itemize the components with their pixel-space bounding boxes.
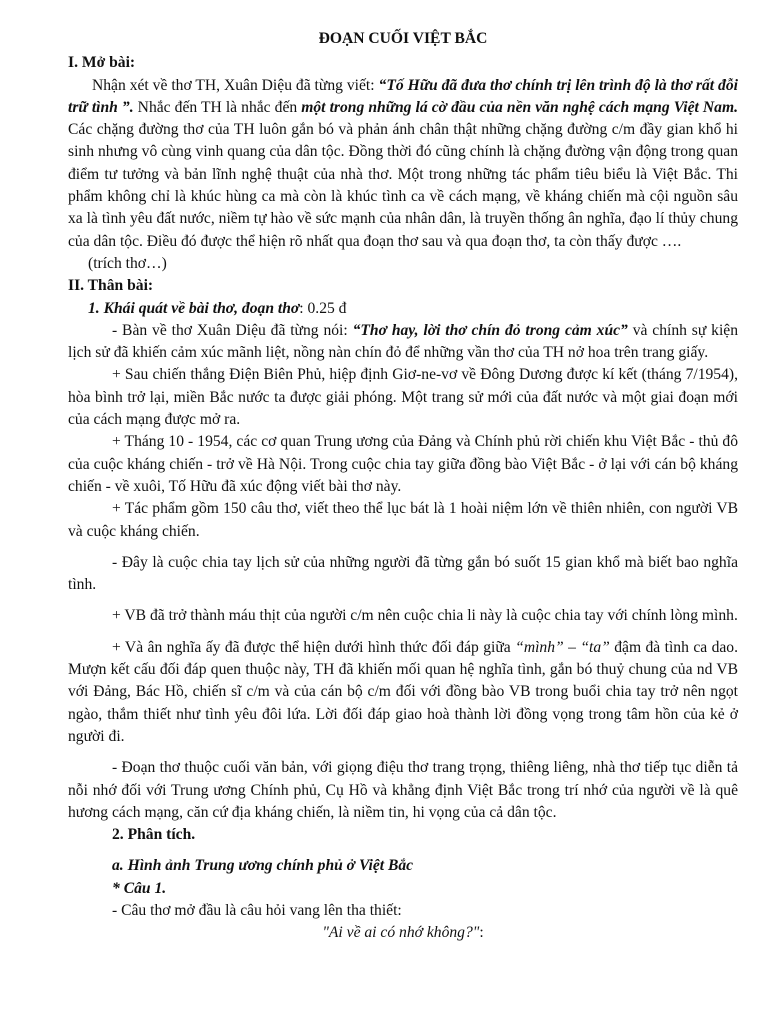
intro-text-b: Nhắc đến TH là nhắc đến	[133, 98, 302, 116]
section-1-heading	[68, 298, 738, 320]
paragraph-tac-pham: + Tác phẩm gồm 150 câu thơ, viết theo thể lục bát là 1 hoài niệm lớn về thiên nhiên, con người VB và cuộc kháng chiến.	[68, 500, 738, 540]
paragraph-an-nghia-b: đậm đà tình ca dao. Mượn kết cấu đối đáp quen thuộc này, TH đã khiến mối quan hệ nghĩa tình, gắn bó thuỷ chung của nd VB với Đảng, Bác Hồ, chiến sĩ c/m và của cán bộ c/m đối với đồng bào VB trong buổi chia tay trở nên ngọt ngào, thắm thiết như tình yêu đôi lứa. Lời đối đáp giao hoà thành lời đồng vọng trong tâm hồn của kẻ ở người đi.	[68, 638, 739, 745]
verse-colon: :	[479, 924, 484, 942]
intro-quote: “Tố Hữu đã đưa thơ chính trị lên trình độ là thơ rất đỗi trữ tình ”.	[68, 76, 738, 116]
section-2a-heading: a. Hình ảnh Trung ương chính phủ ở Việt Bắc	[112, 857, 414, 875]
intro-heading: I. Mở bài:	[68, 54, 136, 72]
body-heading: II. Thân bài:	[68, 277, 154, 295]
section-2-heading: 2. Phân tích.	[112, 826, 196, 844]
document-title: ĐOẠN CUỐI VIỆT BẮC	[318, 30, 488, 47]
paragraph-cau-hoi: - Câu thơ mở đầu là câu hỏi vang lên tha thiết:	[112, 901, 402, 919]
paragraph-doan-tho: - Đoạn thơ thuộc cuối văn bản, với giọng điệu thơ trang trọng, thiêng liêng, nhà thơ tiếp tục diễn tả nỗi nhớ đối với Trung ương Chính phủ, Cụ Hồ và khẳng định Việt Bắc trong trí nhớ của người về là quê hương cách mạng, căn cứ địa kháng chiến, là niềm tin, hi vọng của cả dân tộc.	[68, 759, 738, 821]
cau-1-heading: * Câu 1.	[112, 879, 167, 897]
paragraph-xuan-dieu	[68, 320, 738, 365]
trich-tho-note: (trích thơ…)	[88, 254, 167, 272]
paragraph-xuan-dieu-a: - Bàn về thơ Xuân Diệu đã từng nói:	[112, 321, 353, 339]
intro-text-a: Nhận xét về thơ TH, Xuân Diệu đã từng viết:	[92, 76, 379, 94]
paragraph-dien-bien-phu: + Sau chiến thắng Điện Biên Phủ, hiệp định Giơ-ne-vơ về Đông Dương được kí kết (tháng 7/1954), hòa bình trở lại, miền Bắc nước ta được giải phóng. Một trang sử mới của đất nước và một giai đoạn mới của cách mạng được mở ra.	[68, 366, 738, 429]
section-1-score: : 0.25 đ	[299, 299, 347, 317]
paragraph-chia-tay: - Đây là cuộc chia tay lịch sử của những người đã từng gắn bó suốt 15 gian khổ mà biết bao nghĩa tình.	[68, 553, 738, 594]
verse-line	[68, 922, 738, 944]
xuan-dieu-quote: “Thơ hay, lời thơ chín đỏ trong cảm xúc”	[352, 321, 628, 339]
minh-ta-quote: “mình” – “ta”	[515, 638, 610, 656]
intro-bold-phrase: một trong những lá cờ đầu của nền văn nghệ cách mạng Việt Nam.	[301, 98, 738, 116]
paragraph-xuan-dieu-b: và chính sự kiện lịch sử đã khiến cảm xúc mãnh liệt, nồng nàn chín đỏ để những vần thơ của TH nở hoa trên trang giấy.	[68, 321, 739, 362]
paragraph-an-nghia-a: + Và ân nghĩa ấy đã được thể hiện dưới hình thức đối đáp giữa	[112, 638, 516, 656]
paragraph-an-nghia	[68, 637, 738, 748]
verse-question: "Ai về ai có nhớ không?"	[322, 924, 480, 942]
paragraph-october-1954: + Tháng 10 - 1954, các cơ quan Trung ương của Đảng và Chính phủ rời chiến khu Việt Bắc - thủ đô của cuộc kháng chiến - trở về Hà Nội. Trong cuộc chia tay giữa đồng bào Việt Bắc - ở lại với cán bộ kháng chiến - về xuôi, Tố Hữu đã xúc động viết bài thơ này.	[68, 433, 738, 495]
section-1-title: 1. Khái quát về bài thơ, đoạn thơ	[88, 299, 300, 317]
intro-text-c: Các chặng đường thơ của TH luôn gắn bó và phản ánh chân thật những chặng đường c/m đầy gian khổ hi sinh nhưng vô cùng vinh quang của dân tộc. Đồng thời đó cũng chính là chặng đường vận động trong quan điểm tư tưởng và bản lĩnh nghệ thuật của nhà thơ. Một trong những tác phẩm tiêu biểu là Việt Bắc. Thi phẩm không chỉ là khúc hùng ca mà còn là khúc tình ca về cách mạng, về kháng chiến mà cội nguồn sâu xa là tình yêu đất nước, niềm tự hào về sức mạnh của nhân dân, là truyền thống ân nghĩa, đạo lí thủy chung của dân tộc. Điều đó được thể hiện rõ nhất qua đoạn thơ sau và qua đoạn thơ, ta còn thấy được ….	[68, 121, 738, 250]
paragraph-mau-thit: + VB đã trở thành máu thịt của người c/m nên cuộc chia li này là cuộc chia tay với chính lòng mình.	[112, 607, 738, 625]
intro-paragraph	[68, 75, 738, 253]
